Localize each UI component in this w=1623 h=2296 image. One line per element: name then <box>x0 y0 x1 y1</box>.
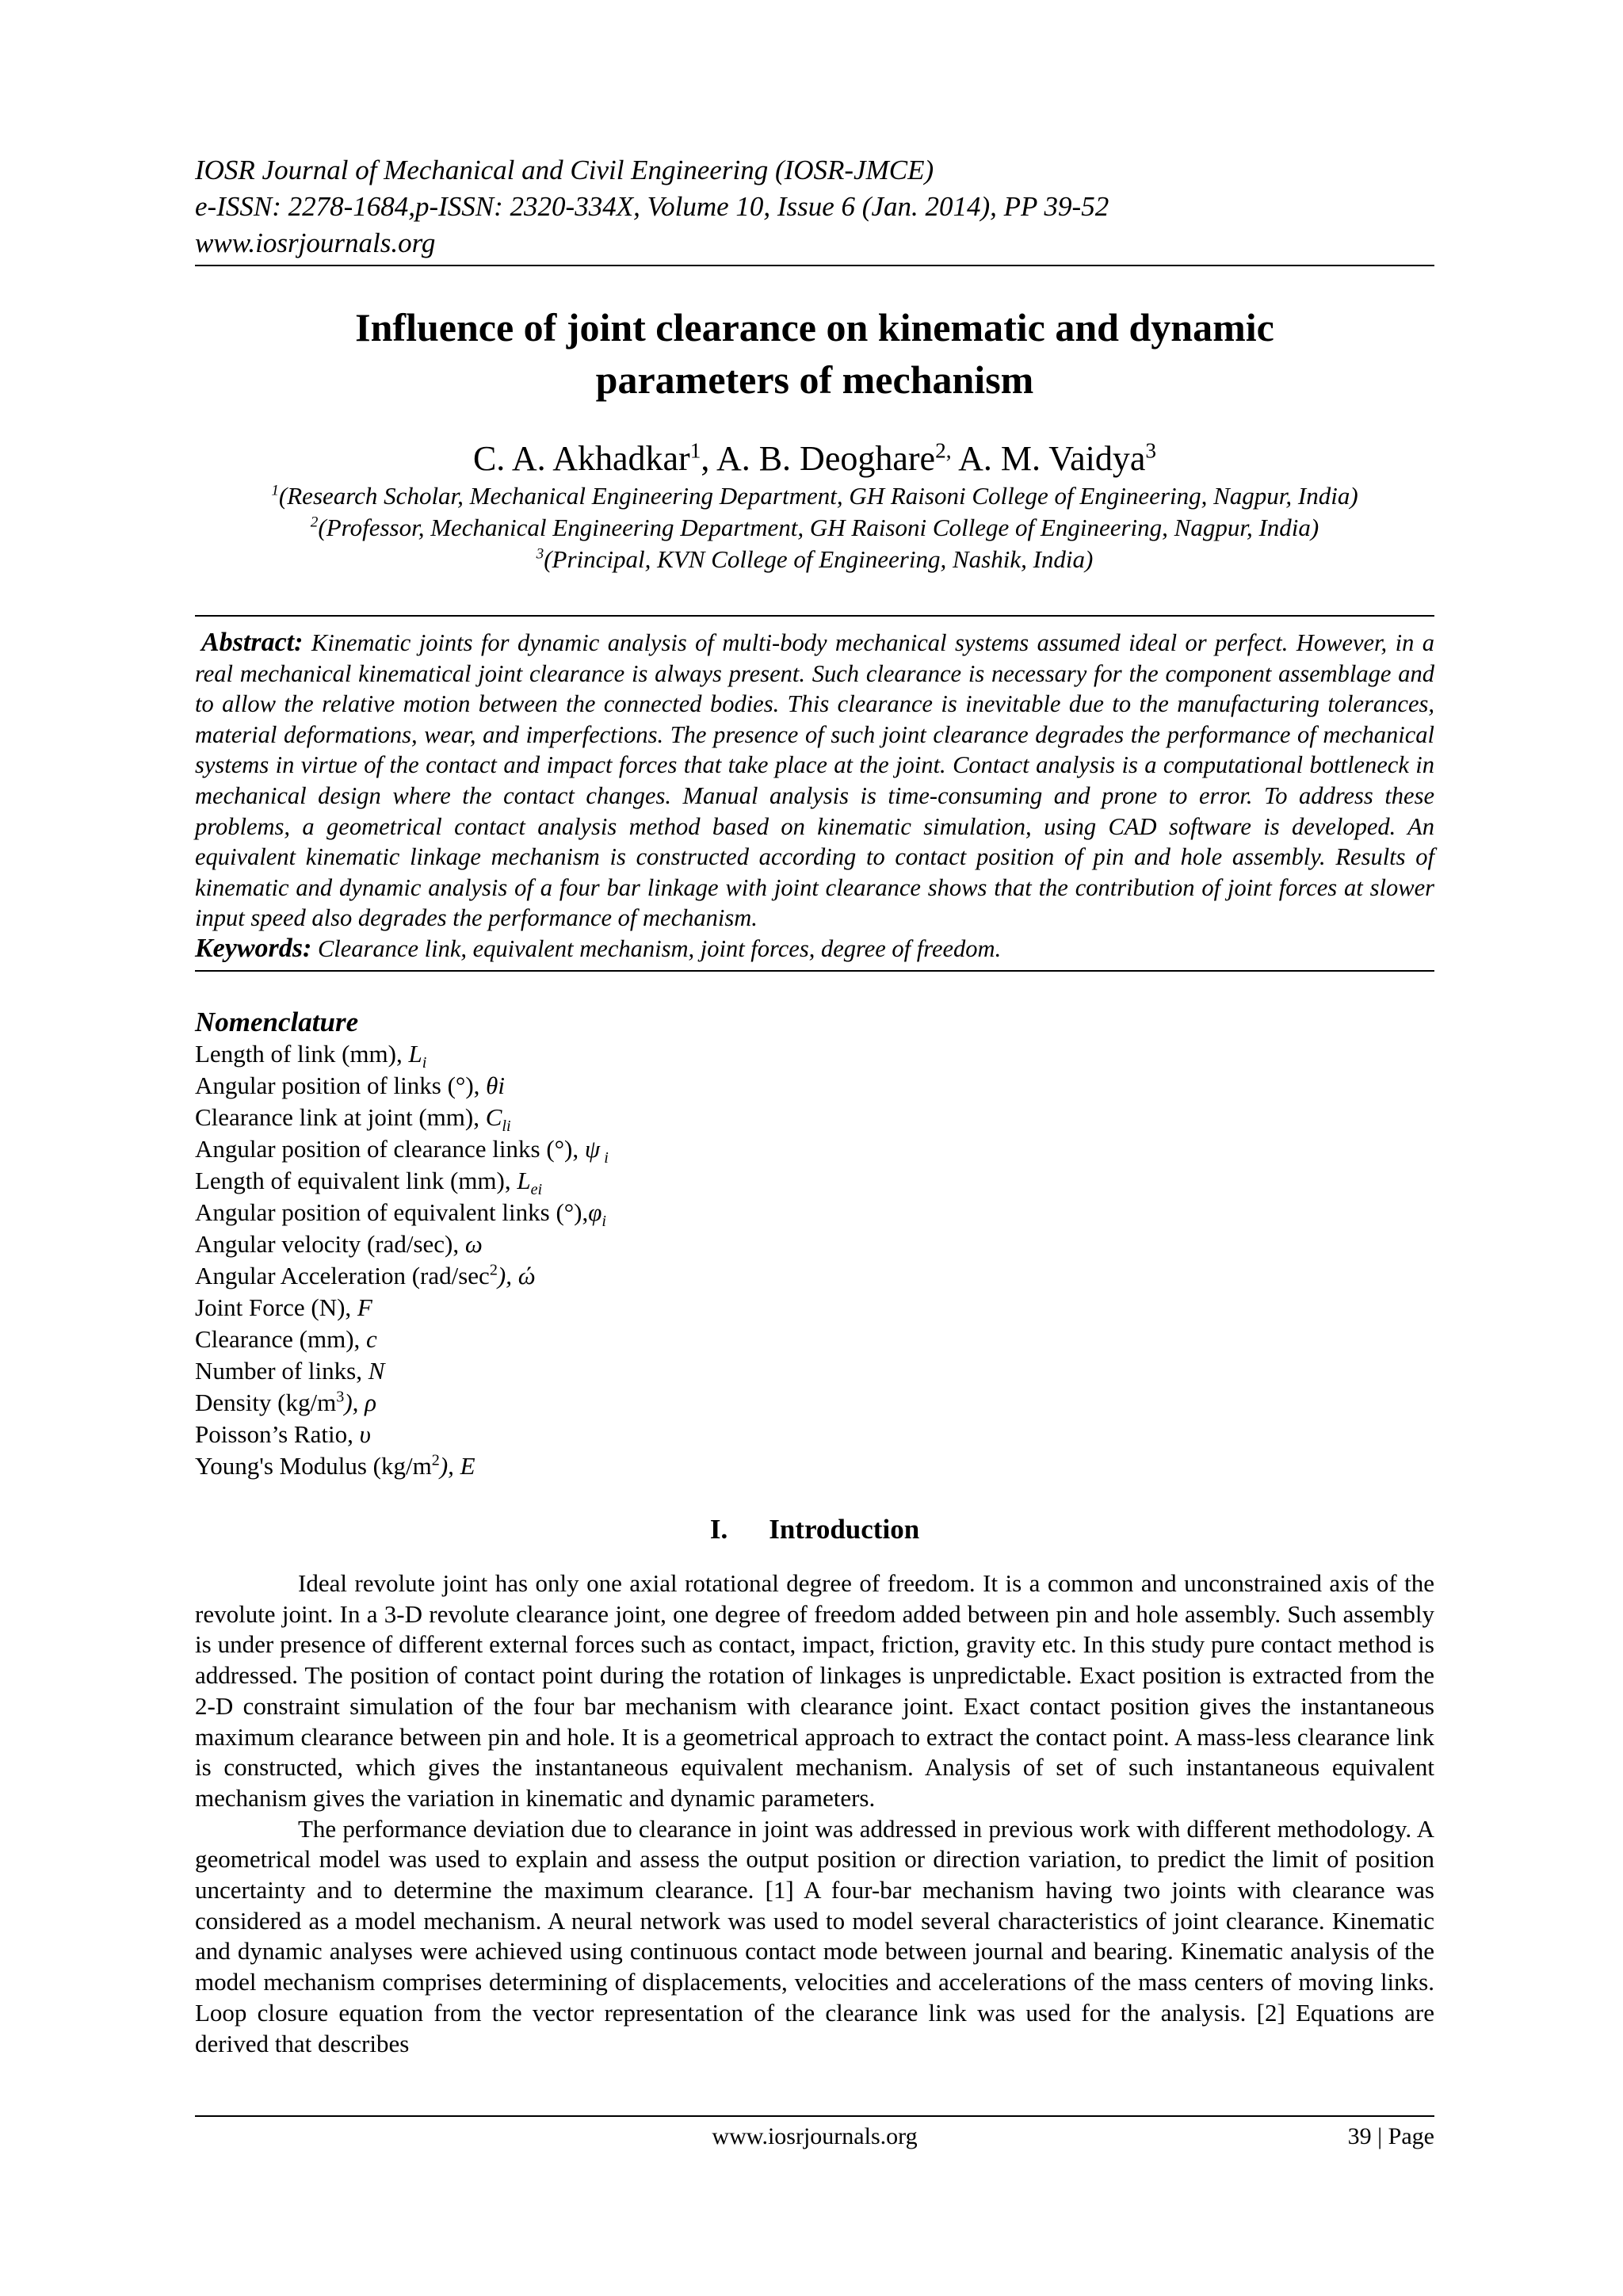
affiliation-mark: 3 <box>536 545 544 563</box>
nomenclature-list <box>195 1038 1434 1482</box>
nomenclature-superscript: 2 <box>489 1261 498 1279</box>
section-title: Introduction <box>769 1513 920 1545</box>
author-affiliation-mark: 2, <box>935 438 952 463</box>
nomenclature-symbol: c <box>366 1324 377 1353</box>
nomenclature-item <box>195 1387 1434 1419</box>
nomenclature-symbol: ψ <box>584 1134 601 1163</box>
nomenclature-term: Angular position of equivalent links (°), <box>195 1198 589 1226</box>
body-paragraph: Ideal revolute joint has only one axial rotational degree of freedom. It is a common and unconstrained axis of the revolute joint. In a 3-D revolute clearance joint, one degree of freedom added between pin and hole assembly. Such assembly is under presence of different external forces such as contact, impact, friction, gravity etc. In this study pure contact method is addressed. The position of contact point during the rotation of linkages is unpredictable. Exact position is extracted from the 2-D constraint simulation of the four bar mechanism with clearance joint. Exact contact position gives the instantaneous maximum clearance between pin and hole. It is a geometrical approach to extract the contact point. A mass-less clearance link is constructed, which gives the instantaneous equivalent mechanism. Analysis of set of such instantaneous equivalent mechanism gives the variation in kinematic and dynamic parameters. <box>195 1568 1434 1812</box>
nomenclature-item <box>195 1070 1434 1102</box>
nomenclature-term: Angular position of links (°), <box>195 1071 487 1099</box>
nomenclature-item <box>195 1450 1434 1482</box>
nomenclature-subscript: ei <box>530 1181 543 1199</box>
nomenclature-item <box>195 1324 1434 1355</box>
journal-name: IOSR Journal of Mechanical and Civil Engineering (IOSR-JMCE) <box>195 155 934 185</box>
affiliation-list <box>195 480 1434 575</box>
nomenclature-term: Poisson’s Ratio, <box>195 1419 360 1448</box>
nomenclature-item <box>195 1260 1434 1292</box>
section-number: I. <box>709 1513 728 1545</box>
nomenclature-trailing: ), ώ <box>497 1261 536 1289</box>
affiliation-mark: 2 <box>310 514 319 531</box>
nomenclature-item <box>195 1102 1434 1136</box>
nomenclature-item <box>195 1292 1434 1324</box>
affiliation-text: (Professor, Mechanical Engineering Department, GH Raisoni College of Engineering, Nagpur, India) <box>318 514 1319 541</box>
nomenclature-symbol: N <box>368 1356 385 1385</box>
nomenclature-term: Length of equivalent link (mm), <box>195 1166 517 1194</box>
affiliation-text: (Research Scholar, Mechanical Engineering Department, GH Raisoni College of Engineering, Nagpur, India) <box>278 482 1358 510</box>
nomenclature-heading: Nomenclature <box>195 1006 359 1037</box>
abstract-bottom-divider <box>195 970 1434 972</box>
abstract-top-divider <box>195 615 1434 617</box>
nomenclature <box>195 1007 1434 1482</box>
affiliation <box>195 512 1434 544</box>
nomenclature-symbol: C <box>485 1102 502 1131</box>
nomenclature-item <box>195 1038 1434 1070</box>
nomenclature-superscript: 3 <box>336 1388 345 1406</box>
footer-divider <box>195 2115 1434 2117</box>
nomenclature-term: Young's Modulus (kg/m <box>195 1451 432 1480</box>
nomenclature-symbol: ω <box>464 1229 483 1258</box>
author-affiliation-mark: 3 <box>1145 438 1157 463</box>
nomenclature-symbol: θi <box>486 1071 505 1099</box>
keywords-text: Clearance link, equivalent mechanism, joint forces, degree of freedom. <box>317 934 1002 962</box>
journal-header <box>195 152 1434 262</box>
nomenclature-term: Clearance (mm), <box>195 1324 367 1353</box>
nomenclature-subscript: li <box>502 1117 511 1136</box>
body-paragraph: The performance deviation due to clearance in joint was addressed in previous work with different methodology. A geometrical model was used to explain and assess the output position or direction variation, to predict the limit of position uncertainty and to determine the maximum clearance. [1] A four-bar mechanism having two joints with clearance was considered as a model mechanism. A neural network was used to model several characteristics of joint clearance. Kinematic and dynamic analyses were achieved using continuous contact mode between journal and bearing. Kinematic analysis of the model mechanism comprises determining of displacements, velocities and accelerations of the mass centers of moving links. Loop closure equation from the vector representation of the clearance link was used for the analysis. [2] Equations are derived that describes <box>195 1814 1434 2057</box>
nomenclature-item <box>195 1355 1434 1387</box>
nomenclature-subscript: i <box>600 1149 609 1167</box>
section-heading <box>195 1514 1434 1545</box>
keywords-label: Keywords: <box>195 933 312 963</box>
affiliation <box>195 544 1434 575</box>
journal-issn-volume: e-ISSN: 2278-1684,p-ISSN: 2320-334X, Volume 10, Issue 6 (Jan. 2014), PP 39-52 <box>195 191 1109 222</box>
affiliation-text: (Principal, KVN College of Engineering, Nashik, India) <box>544 545 1094 573</box>
nomenclature-term: Density (kg/m <box>195 1388 337 1416</box>
nomenclature-symbol: F <box>357 1293 372 1321</box>
paper-title <box>195 301 1434 406</box>
nomenclature-subscript: i <box>422 1054 427 1072</box>
nomenclature-trailing: ), E <box>439 1451 475 1480</box>
nomenclature-item <box>195 1228 1434 1260</box>
nomenclature-term: Angular Acceleration (rad/sec <box>195 1261 490 1289</box>
nomenclature-symbol: υ <box>359 1419 371 1448</box>
journal-website: www.iosrjournals.org <box>195 227 436 258</box>
nomenclature-item <box>195 1133 1434 1165</box>
nomenclature-symbol: L <box>517 1166 531 1194</box>
nomenclature-item <box>195 1197 1434 1231</box>
nomenclature-term: Clearance link at joint (mm), <box>195 1102 486 1131</box>
author-separator <box>952 439 959 478</box>
author-list <box>195 439 1434 479</box>
author-name: C. A. Akhadkar <box>472 439 690 478</box>
nomenclature-term: Number of links, <box>195 1356 369 1385</box>
author-name: A. M. Vaidya <box>958 439 1146 478</box>
nomenclature-item <box>195 1419 1434 1450</box>
footer-website: www.iosrjournals.org <box>712 2123 918 2149</box>
nomenclature-item <box>195 1165 1434 1197</box>
author-name: A. B. Deoghare <box>716 439 936 478</box>
nomenclature-term: Angular position of clearance links (°), <box>195 1134 585 1163</box>
nomenclature-superscript: 2 <box>431 1451 440 1469</box>
header-divider <box>195 265 1434 266</box>
page-content <box>195 152 1434 2059</box>
title-line-2: parameters of mechanism <box>595 357 1034 402</box>
nomenclature-term: Joint Force (N), <box>195 1293 357 1321</box>
abstract-label: Abstract: <box>201 628 304 657</box>
nomenclature-term: Angular velocity (rad/sec), <box>195 1229 465 1258</box>
nomenclature-symbol: φ <box>588 1198 602 1226</box>
title-line-1: Influence of joint clearance on kinematic and dynamic <box>355 305 1274 350</box>
author-affiliation-mark: 1 <box>689 438 701 463</box>
affiliation-mark: 1 <box>271 482 279 499</box>
nomenclature-trailing: ), ρ <box>344 1388 377 1416</box>
nomenclature-subscript: i <box>601 1213 607 1231</box>
keywords <box>195 934 1434 964</box>
affiliation <box>195 480 1434 512</box>
nomenclature-term: Length of link (mm), <box>195 1039 409 1068</box>
author-separator: , <box>701 439 716 478</box>
abstract <box>195 628 1434 934</box>
nomenclature-symbol: L <box>408 1039 422 1068</box>
page-number: 39 | Page <box>1347 2123 1434 2149</box>
abstract-text: Kinematic joints for dynamic analysis of multi-body mechanical systems assumed ideal or perfect. However, in a real mechanical kinematical joint clearance is always present. Such clearance is necessary for the component assemblage and to allow the relative motion between the connected bodies. This clearance is inevitable due to the manufacturing tolerances, material deformations, wear, and imperfections. The presence of such joint clearance degrades the performance of mechanical systems in virtue of the contact and impact forces that take place at the joint. Contact analysis is a computational bottleneck in mechanical design where the contact changes. Manual analysis is time-consuming and prone to error. To address these problems, a geometrical contact analysis method based on kinematic simulation, using CAD software is developed. An equivalent kinematic linkage mechanism is constructed according to contact position of pin and hole assembly. Results of kinematic and dynamic analysis of a four bar linkage with joint clearance shows that the contribution of joint forces at slower input speed also degrades the performance of mechanism. <box>195 629 1435 932</box>
